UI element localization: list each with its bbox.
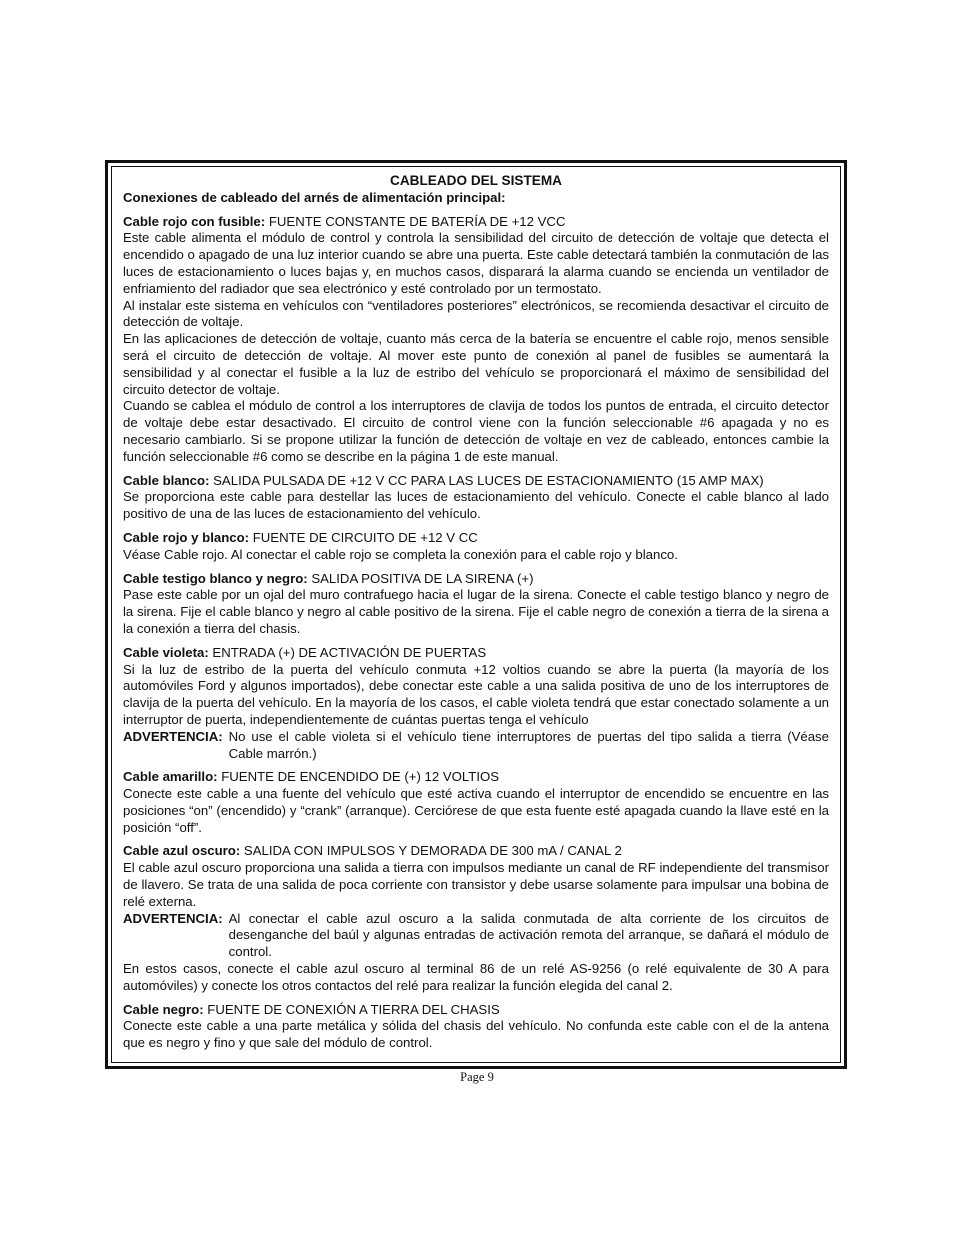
wire-section: [123, 473, 829, 523]
wire-function: FUENTE DE CONEXIÓN A TIERRA DEL CHASIS: [207, 1001, 500, 1017]
wire-function: SALIDA CON IMPULSOS Y DEMORADA DE 300 mA / CANAL 2: [243, 843, 622, 859]
section-subtitle: Conexiones de cableado del arnés de alimentación principal:: [123, 189, 506, 205]
wire-description: El cable azul oscuro proporciona una salida a tierra con impulsos mediante un canal de RF independiente del transmisor de llavero. Se trata de una salida de poca corriente con transistor y debe usarse solamente para impulsar una bobina de relé externa.: [123, 860, 829, 909]
wire-function: ENTRADA (+) DE ACTIVACIÓN DE PUERTAS: [212, 644, 487, 660]
wire-section: [123, 843, 829, 994]
wire-heading: [123, 1002, 829, 1019]
wire-description: En las aplicaciones de detección de voltaje, cuanto más cerca de la batería se encuentre el cable rojo, menos sensible será el circuito de detección de voltaje. Al mover este punto de conexión al panel de fusibles se aumentará la sensibilidad y al conectar el fusible a la luz de estribo del vehículo se proporcionará el máximo de sensibilidad del circuito detector de voltaje.: [123, 331, 829, 397]
wire-section: [123, 645, 829, 763]
warning-note: [123, 729, 829, 763]
content-frame: [105, 160, 847, 1069]
wire-heading: [123, 645, 829, 662]
wire-heading: [123, 843, 829, 860]
wire-section: [123, 571, 829, 638]
wire-description: Pase este cable por un ojal del muro contrafuego hacia el lugar de la sirena. Conecte el cable testigo blanco y negro de la sirena. Fije el cable blanco y negro al cable positivo de la sirena. Fije el cable negro de conexión a tierra de la sirena a la conexión a tierra del chasis.: [123, 587, 829, 636]
wire-description: Conecte este cable a una parte metálica y sólida del chasis del vehículo. No confunda este cable con el de la antena que es negro y fino y que sale del módulo de control.: [123, 1018, 829, 1051]
wire-description: Conecte este cable a una fuente del vehículo que esté activa cuando el interruptor de encendido se encuentre en las posiciones “on” (encendido) y “crank” (arranque). Cerciórese de que esta fuente esté apagada cuando la llave esté en la posición “off”.: [123, 786, 829, 835]
warning-note: [123, 911, 829, 961]
wire-function: SALIDA PULSADA DE +12 V CC PARA LAS LUCES DE ESTACIONAMIENTO (15 AMP MAX): [213, 472, 764, 488]
warning-label: ADVERTENCIA:: [123, 728, 223, 744]
inner-border: [111, 166, 841, 1063]
page-number: Page 9: [460, 1070, 494, 1084]
wire-function: FUENTE DE CIRCUITO DE +12 V CC: [252, 529, 478, 545]
wire-function: SALIDA POSITIVA DE LA SIRENA (+): [311, 570, 534, 586]
wire-label: Cable negro:: [123, 1001, 204, 1017]
wire-section: [123, 1002, 829, 1052]
warning-text: No use el cable violeta si el vehículo tiene interruptores de puertas del tipo salida a tierra (Véase Cable marrón.): [228, 728, 829, 761]
wire-description: Véase Cable rojo. Al conectar el cable rojo se completa la conexión para el cable rojo y blanco.: [123, 546, 678, 562]
wire-section: [123, 769, 829, 836]
wire-function: FUENTE DE ENCENDIDO DE (+) 12 VOLTIOS: [221, 769, 500, 785]
section-title: CABLEADO DEL SISTEMA: [390, 173, 562, 188]
wire-heading: [123, 214, 829, 231]
wire-section: [123, 214, 829, 466]
warning-text: Al conectar el cable azul oscuro a la salida conmutada de alta corriente de los circuitos de desenganche del baúl y algunas entradas de activación remota del arranque, se dañará el módulo de control.: [228, 910, 829, 960]
warning-label: ADVERTENCIA:: [123, 910, 223, 926]
wire-heading: [123, 769, 829, 786]
wire-description: Cuando se cablea el módulo de control a los interruptores de clavija de todos los puntos de entrada, el circuito detector de voltaje debe estar desactivado. El circuito de control viene con la función seleccionable #6 apagada y no es necesario cambiarlo. Si se propone utilizar la función de detección de voltaje en vez de cableado, entonces cambie la función seleccionable #6 como se describe en la página 1 de este manual.: [123, 398, 829, 464]
wire-section: [123, 530, 829, 564]
document-body: [123, 173, 829, 1059]
wire-label: Cable blanco:: [123, 472, 210, 488]
wire-description: Este cable alimenta el módulo de control y controla la sensibilidad del circuito de detección de voltaje que detecta el encendido o apagado de una luz interior cuando se abre una puerta. Este cable detectará también la conmutación de las luces de estacionamiento o luces bajas y, en muchos casos, disparará la alarma cuando se encienda un ventilador de enfriamiento del radiador que sea electrónico y esté controlado por un termostato.: [123, 230, 830, 296]
wire-label: Cable rojo con fusible:: [123, 213, 266, 229]
wire-description: En estos casos, conecte el cable azul oscuro al terminal 86 de un relé AS-9256 (o relé equivalente de 30 A para automóviles) y conecte los otros contactos del relé para realizar la función elegida del canal 2.: [123, 961, 829, 993]
wire-function: FUENTE CONSTANTE DE BATERÍA DE +12 VCC: [268, 213, 566, 229]
wire-description: Al instalar este sistema en vehículos con “ventiladores posteriores” electrónicos, se recomienda desactivar el circuito de detección de voltaje.: [123, 297, 829, 330]
wire-sections: [123, 214, 829, 1052]
wire-label: Cable rojo y blanco:: [123, 529, 250, 545]
wire-description: Si la luz de estribo de la puerta del vehículo conmuta +12 voltios cuando se abre la puerta (la mayoría de los automóviles Ford y algunos importados), debe conectar este cable a una salida positiva de uno de los interruptores de clavija de la puerta del vehículo. En la mayoría de los casos, el cable violeta tendrá que estar conectado solamente a un interruptor de puerta, independientemente de cuántas puertas tenga el vehículo: [123, 661, 829, 727]
wire-heading: [123, 473, 829, 490]
wire-label: Cable violeta:: [123, 644, 209, 660]
wire-label: Cable testigo blanco y negro:: [123, 570, 308, 586]
wire-label: Cable amarillo:: [123, 769, 218, 785]
wire-description: Se proporciona este cable para destellar las luces de estacionamiento del vehículo. Conecte el cable blanco al lado positivo de una de las luces de estacionamiento del vehículo.: [123, 489, 829, 522]
wire-heading: [123, 571, 829, 588]
wire-heading: [123, 530, 829, 547]
wire-label: Cable azul oscuro:: [123, 843, 241, 859]
